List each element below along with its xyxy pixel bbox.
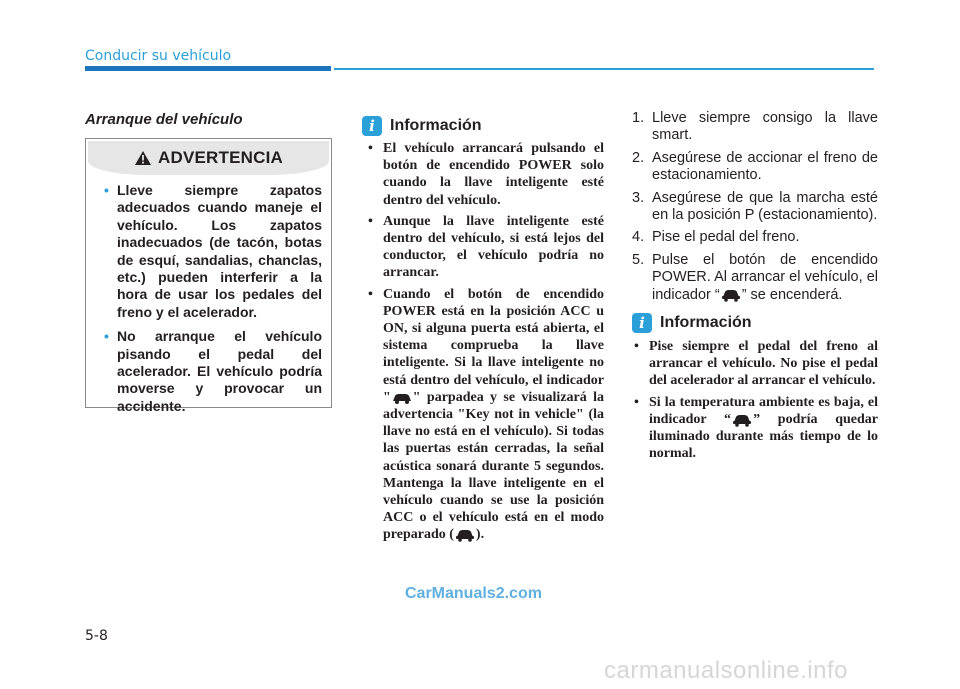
list-item (368, 213, 604, 282)
text-fragment: ” se encenderá. (741, 286, 843, 303)
warning-triangle-icon (134, 150, 152, 166)
step-text: Asegúrese de accionar el freno de estacionamiento. (652, 149, 878, 184)
step-item (632, 190, 878, 225)
info-i-icon: i (362, 116, 382, 136)
info-i-icon: i (632, 313, 652, 333)
step-text: Lleve siempre consigo la llave smart. (652, 110, 878, 144)
header-bar-light (334, 68, 874, 70)
text-fragment: " parpadea y se visualizará la advertencia "Key not in vehicle" (la llave no está en el vehículo). Si todas las puertas están cerradas, la señal acústica sonará durante 5 segundos. Mantenga la llave inteligente en el vehículo cuando se use la posición ACC o el vehículo está en el modo preparado ( (383, 389, 604, 543)
list-item-text: Aunque la llave inteligente esté dentro del vehículo, si está lejos del conductor, el vehículo podría no arrancar. (383, 213, 604, 281)
list-item (368, 140, 604, 209)
page-heading: Arranque del vehículo (85, 111, 243, 128)
car-ready-icon (454, 528, 476, 542)
info-list (634, 338, 878, 466)
bullet-icon: • (368, 141, 373, 156)
bullet-icon: • (104, 328, 109, 345)
list-item-text: Pise siempre el pedal del freno al arrancar el vehículo. No pise el pedal del acelerador al arrancar el vehículo. (649, 339, 878, 389)
car-ready-icon (720, 288, 742, 302)
warning-item (104, 182, 322, 321)
step-number: 3. (632, 189, 645, 206)
info-header (632, 313, 752, 333)
info-header (362, 116, 482, 136)
info-title: Información (390, 117, 482, 134)
list-item (368, 286, 604, 544)
text-fragment: ” podría quedar iluminado durante más tiempo de lo normal. (649, 411, 879, 462)
warning-title: ADVERTENCIA (158, 148, 283, 167)
bullet-icon: • (104, 182, 109, 198)
step-item (632, 110, 878, 145)
step-text: Pise el pedal del freno. (652, 229, 800, 246)
step-number: 5. (632, 251, 645, 268)
info-list (368, 140, 604, 548)
warning-item-text: Lleve siempre zapatos adecuados cuando maneje el vehículo. Los zapatos inadecuados (de tacón, botas de esquí, sandalias, chanclas, etc.) pueden interferir a la hora de usar los pedales del freno y el acelerador. (117, 182, 322, 320)
step-text: Asegúrese de que la marcha esté en la posición P (estacionamiento). (652, 189, 878, 224)
list-item-text (383, 287, 604, 543)
list-item (634, 338, 878, 390)
bullet-icon: • (634, 394, 639, 410)
warning-item-text: No arranque el vehículo pisando el pedal del acelerador. El vehículo podría moverse y provocar un accidente. (117, 328, 322, 414)
start-steps (632, 110, 878, 309)
key-car-icon (391, 391, 413, 405)
step-number: 2. (632, 149, 645, 166)
bullet-icon: • (368, 213, 373, 229)
list-item-text (649, 395, 878, 462)
warning-list (104, 182, 322, 422)
text-fragment: ). (475, 527, 485, 543)
text-fragment: Pulse el botón de encendido POWER. Al arrancar el vehículo, el indicador “ (652, 251, 878, 303)
step-item (632, 252, 878, 304)
step-item (632, 150, 878, 185)
info-title: Información (660, 314, 752, 331)
warning-header (88, 141, 329, 175)
bullet-icon: • (634, 339, 639, 354)
text-fragment: Cuando el botón de encendido POWER está en la posición ACC u ON, si alguna puerta está abierta, el sistema comprueba la llave inteligente. Si la llave inteligente no está dentro del vehículo, el indicador " (383, 286, 604, 405)
watermark-logo: CarManuals2.com (405, 585, 542, 602)
warning-box (85, 138, 332, 414)
list-item-text: El vehículo arrancará pulsando el botón de encendido POWER solo cuando la llave inteligente esté dentro del vehículo. (383, 141, 604, 208)
header-bar-dark (85, 66, 331, 71)
watermark-text: carmanualsonline.info (604, 657, 848, 684)
list-item (634, 394, 878, 463)
section-title: Conducir su vehículo (85, 48, 232, 64)
page-number: 5-8 (85, 628, 108, 644)
car-ready-icon (731, 413, 753, 427)
step-text (652, 252, 878, 303)
step-item (632, 229, 878, 246)
warning-item (104, 328, 322, 415)
step-number: 4. (632, 229, 645, 246)
bullet-icon: • (368, 286, 373, 302)
step-number: 1. (632, 110, 645, 126)
text-fragment: Si la temperatura ambiente es baja, el indicador “ (649, 394, 878, 427)
